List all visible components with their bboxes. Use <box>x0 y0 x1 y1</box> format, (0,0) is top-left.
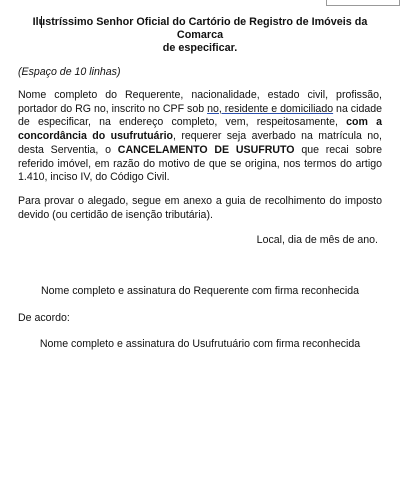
underlined-residence-text: no, residente e domiciliado <box>207 102 334 115</box>
paragraph-text-b: na cidade de especificar, na endereço completo, vem, respeitosamente, <box>18 102 383 129</box>
paragraph-text-a: Nome completo do Requerente, nacionalidade, estado civil, profissão, portador do RG no, inscrito no CPF sob <box>18 89 382 115</box>
heading-line-1: Ilustríssimo Senhor Oficial do Cartório de Registro de Imóveis da Comarca <box>32 16 368 41</box>
evidence-paragraph: Para provar o alegado, segue em anexo a guia de recolhimento do imposto devido (ou certidão de isenção tributária). <box>18 194 382 221</box>
document-body <box>18 16 382 351</box>
place-date: Local, dia de mês de ano. <box>256 234 378 247</box>
agreement-label: De acordo: <box>18 312 70 325</box>
paragraph-text-c: , requerer seja averbado na matrícula no, desta Serventia, o <box>18 130 382 156</box>
usufrutuario-signature-line: Nome completo e assinatura do Usufrutuário com firma reconhecida <box>39 338 361 351</box>
space-note: (Espaço de 10 linhas) <box>18 66 121 78</box>
paragraph-text-d: que recai sobre referido imóvel, em razão do motivo de que se origina, nos termos do artigo 1.410, inciso IV, do Código Civil. <box>18 143 382 184</box>
request-paragraph <box>18 89 382 185</box>
heading-line-2: de especificar. <box>162 42 238 54</box>
requerente-signature-line: Nome completo e assinatura do Requerente com firma reconhecida <box>41 285 359 298</box>
document-heading <box>18 16 382 55</box>
cancellation-bold-text: CANCELAMENTO DE USUFRUTO <box>117 143 295 156</box>
consent-bold-text: com a concordância do usufrutuário <box>18 116 382 143</box>
corner-tab <box>326 0 400 6</box>
